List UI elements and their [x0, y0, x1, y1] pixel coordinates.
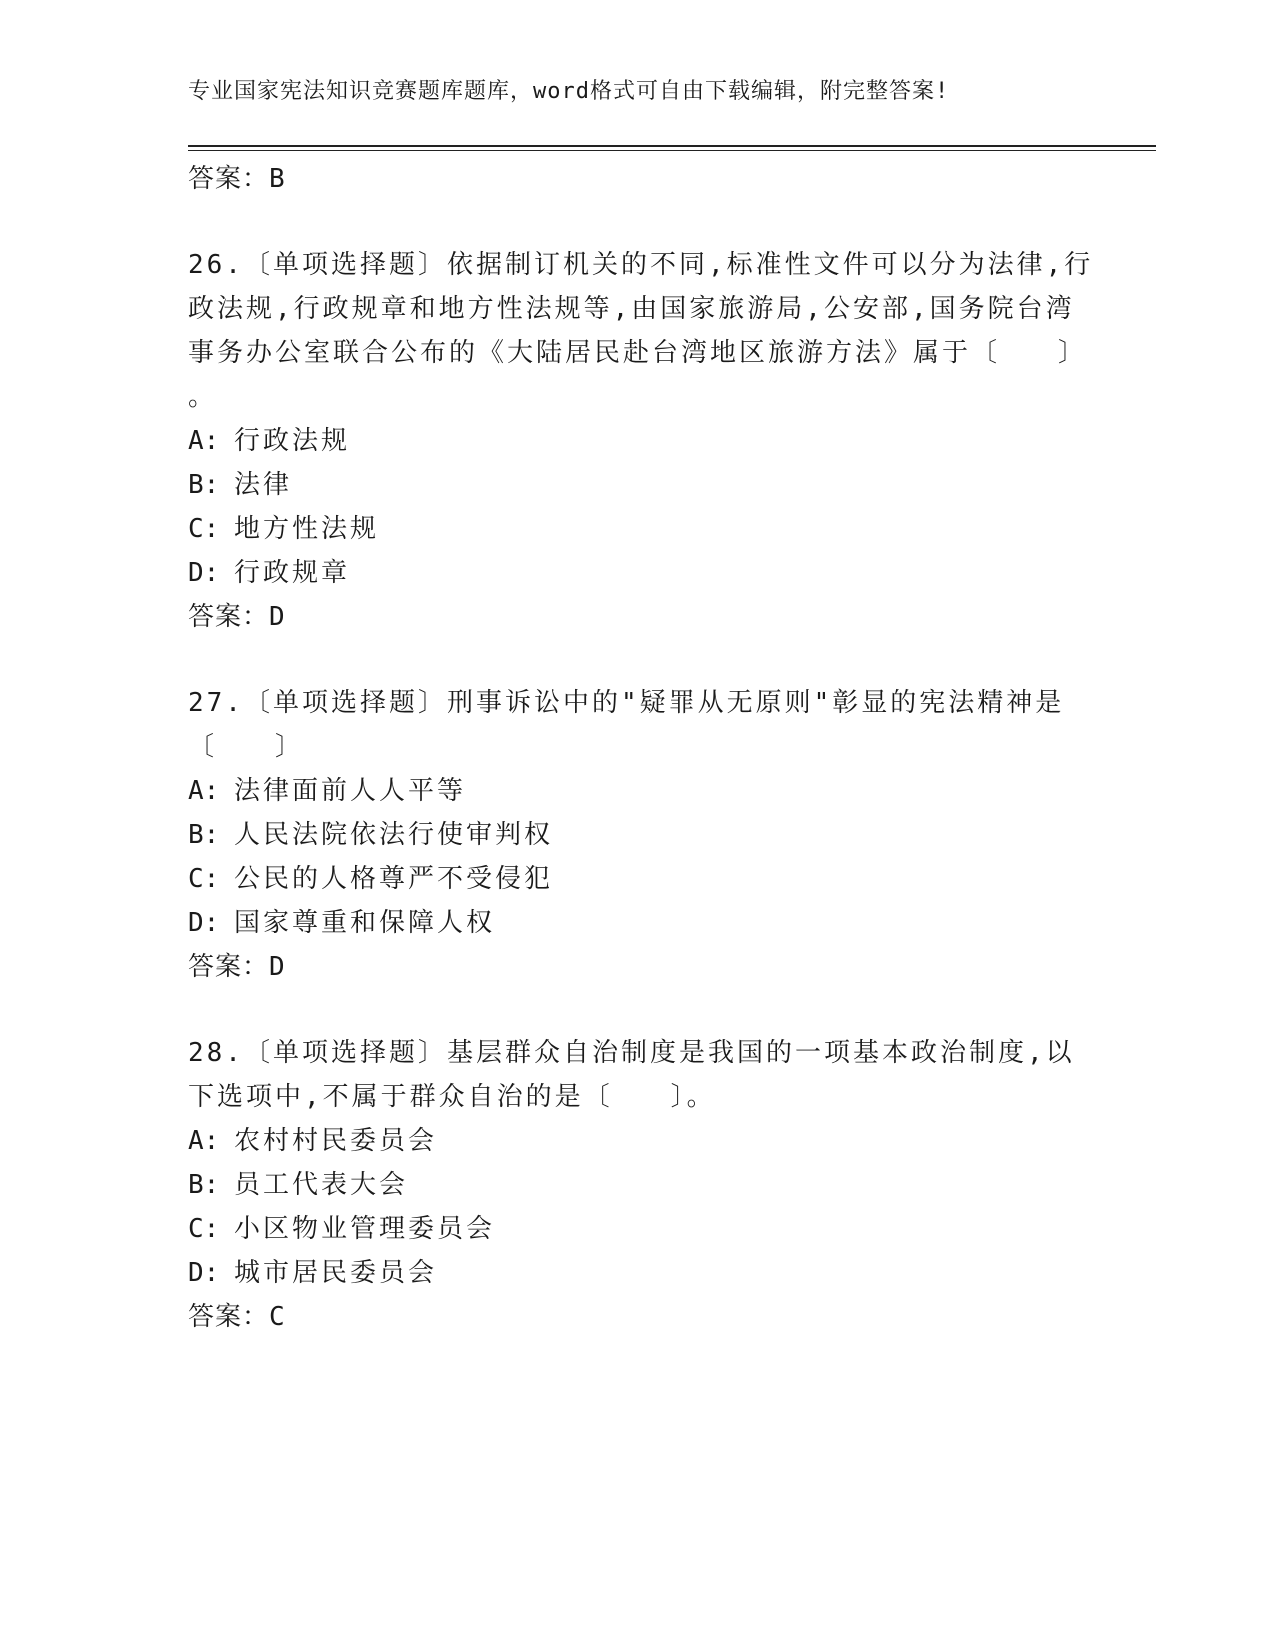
question-28-answer: 答案：C	[188, 1302, 286, 1332]
question-27-answer: 答案：D	[188, 952, 286, 982]
question-28-line-1: 28.〔单项选择题〕基层群众自治制度是我国的一项基本政治制度,以	[188, 1038, 1075, 1068]
question-26-line-2: 政法规,行政规章和地方性法规等,由国家旅游局,公安部,国务院台湾	[188, 294, 1075, 324]
question-28-line-2: 下选项中,不属于群众自治的是〔 〕。	[188, 1082, 716, 1112]
question-26-option-b: B: 法律	[188, 470, 293, 500]
question-28-option-c: C: 小区物业管理委员会	[188, 1214, 496, 1244]
question-28-option-d: D: 城市居民委员会	[188, 1258, 438, 1288]
question-27-option-d: D: 国家尊重和保障人权	[188, 908, 496, 938]
question-27-option-c: C: 公民的人格尊严不受侵犯	[188, 864, 554, 894]
question-28-option-a: A: 农村村民委员会	[188, 1126, 438, 1156]
question-27-option-b: B: 人民法院依法行使审判权	[188, 820, 554, 850]
question-26-option-a: A: 行政法规	[188, 426, 351, 456]
question-26-option-c: C: 地方性法规	[188, 514, 380, 544]
question-26-line-3: 事务办公室联合公布的《大陆居民赴台湾地区旅游方法》属于〔 〕	[188, 338, 1088, 368]
question-28-option-b: B: 员工代表大会	[188, 1170, 409, 1200]
question-26-answer: 答案：D	[188, 602, 286, 632]
question-26-option-d: D: 行政规章	[188, 558, 351, 588]
previous-answer: 答案：B	[188, 164, 286, 194]
question-27-option-a: A: 法律面前人人平等	[188, 776, 467, 806]
question-26-line-4: 。	[188, 382, 218, 412]
question-26-line-1: 26.〔单项选择题〕依据制订机关的不同,标准性文件可以分为法律,行	[188, 250, 1094, 280]
question-27-line-1: 27.〔单项选择题〕刑事诉讼中的"疑罪从无原则"彰显的宪法精神是	[188, 688, 1065, 718]
header-rule-thin	[188, 150, 1156, 151]
header-rule	[188, 145, 1156, 147]
page-header: 专业国家宪法知识竞赛题库题库，word格式可自由下载编辑，附完整答案!	[188, 79, 950, 104]
question-27-line-2: 〔 〕	[188, 732, 305, 762]
